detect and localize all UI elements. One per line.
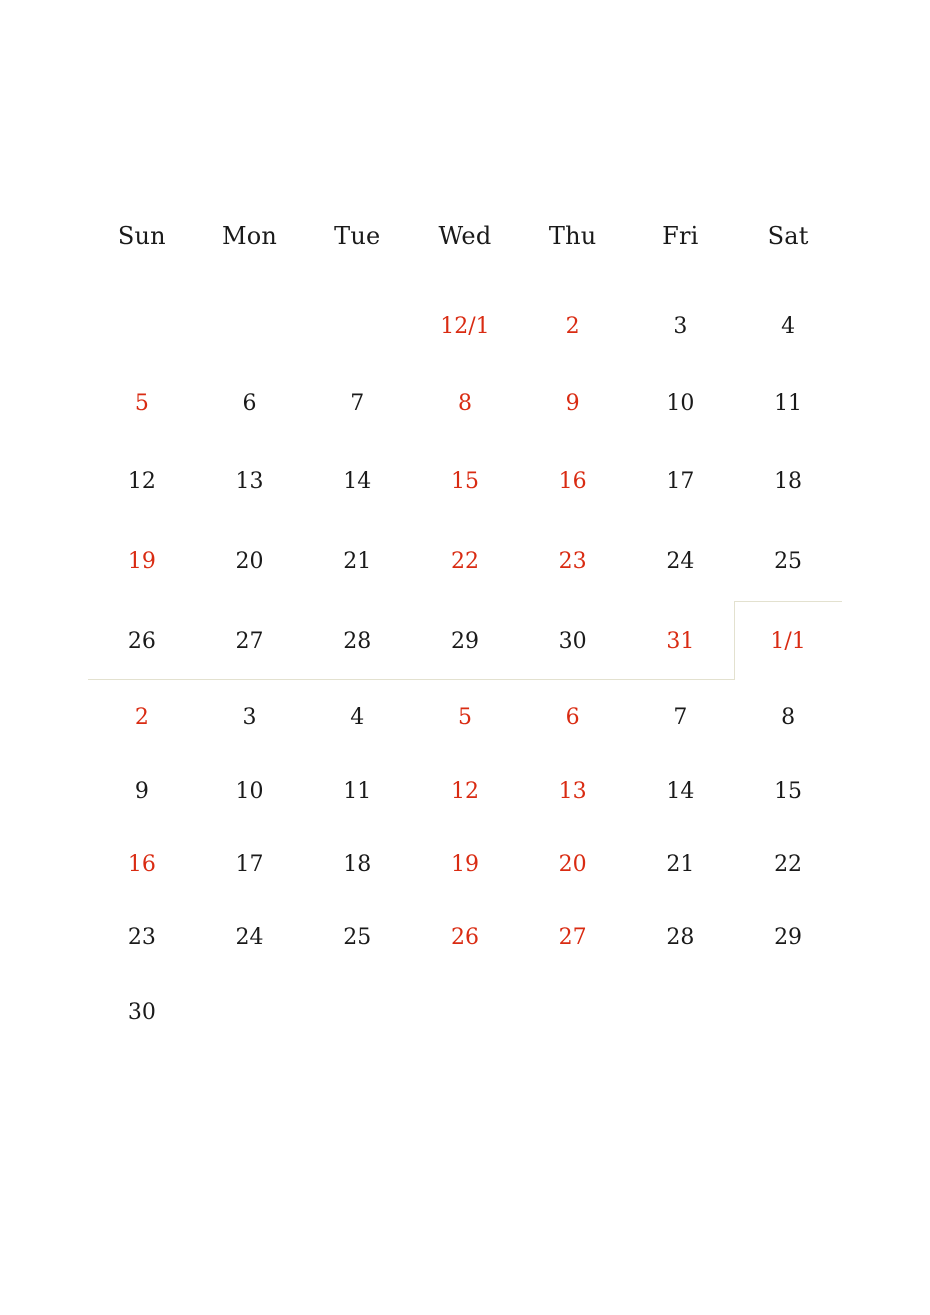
month-divider-top	[734, 601, 842, 602]
calendar: Sun Mon Tue Wed Thu Fri Sat 12/1 2 3 4 5 6 7 8 9 10 11 12 13 14 15 16 17 18 19 20 21 22 23 24 25 26 27 28 29 30 31 1/1 2 3 4 5 6 7 8 9 10 11 12 13 14 15 16 17 18 19 20 21 22 23 24 25 26 27 28 29 30	[88, 0, 842, 1315]
month-divider-vertical	[734, 601, 735, 680]
month-divider-bottom	[88, 679, 735, 680]
